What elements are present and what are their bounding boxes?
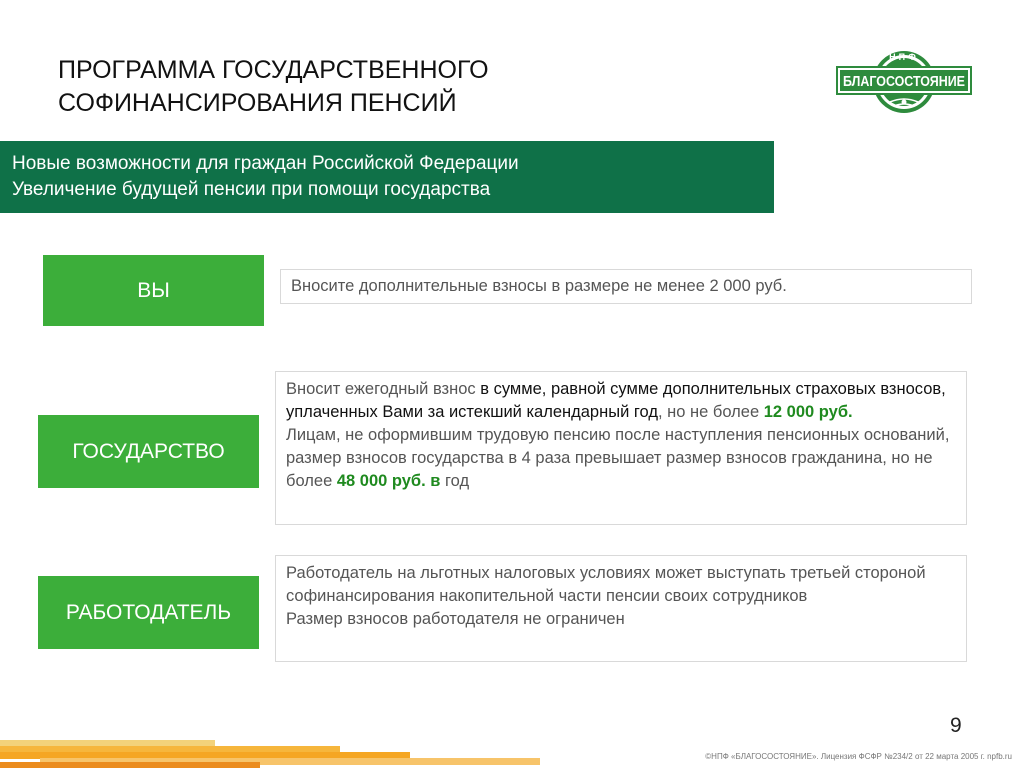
label-employer: РАБОТОДАТЕЛЬ (38, 576, 259, 649)
title-line-1: ПРОГРАММА ГОСУДАРСТВЕННОГО (58, 56, 489, 84)
employer-paragraph-1: Работодатель на льготных налоговых условиях может выступать третьей стороной софинансирования накопительной части пенсии своих сотрудников (286, 564, 926, 605)
state-paragraph-1 (286, 378, 956, 424)
text-state (275, 371, 967, 525)
state-p2-a: Лицам, не оформившим трудовую пенсию после наступления пенсионных оснований, размер взносов государства в 4 раза превышает размер взносов гражданина, но не более (286, 426, 950, 490)
subtitle-banner (0, 141, 774, 213)
state-p2-c: год (440, 472, 470, 490)
label-you: ВЫ (43, 255, 264, 326)
state-p1-a: Вносит ежегодный взнос (286, 380, 481, 398)
state-paragraph-2 (286, 424, 956, 493)
state-p1-limit: 12 000 руб. (763, 403, 853, 421)
banner-line-2: Увеличение будущей пенсии при помощи государства (12, 179, 491, 200)
slide-title (58, 54, 489, 120)
text-you-content: Вносите дополнительные взносы в размере не менее 2 000 руб. (291, 277, 787, 295)
logo-top-text: НПФ (889, 52, 919, 62)
logo-name-text: БЛАГОСОСТОЯНИЕ (843, 74, 966, 90)
employer-paragraph-2: Размер взносов работодателя не ограничен (286, 610, 625, 628)
text-employer (275, 555, 967, 662)
label-state: ГОСУДАРСТВО (38, 415, 259, 488)
state-p1-b: в сумме, равной сумме дополнительных страховых взносов, уплаченных Вами за истекший календарный год (286, 380, 946, 421)
footer-copyright: ©НПФ «БЛАГОСОСТОЯНИЕ». Лицензия ФСФР №234/2 от 22 марта 2005 г. npfb.ru (705, 752, 1012, 761)
title-line-2: СОФИНАНСИРОВАНИЯ ПЕНСИЙ (58, 89, 457, 117)
state-p1-c: , но не более (657, 403, 764, 421)
npf-logo (836, 44, 972, 116)
banner-line-1: Новые возможности для граждан Российской Федерации (12, 153, 519, 174)
state-p2-limit: 48 000 руб. в (336, 472, 441, 490)
page-number: 9 (950, 714, 962, 737)
text-you (280, 269, 972, 304)
